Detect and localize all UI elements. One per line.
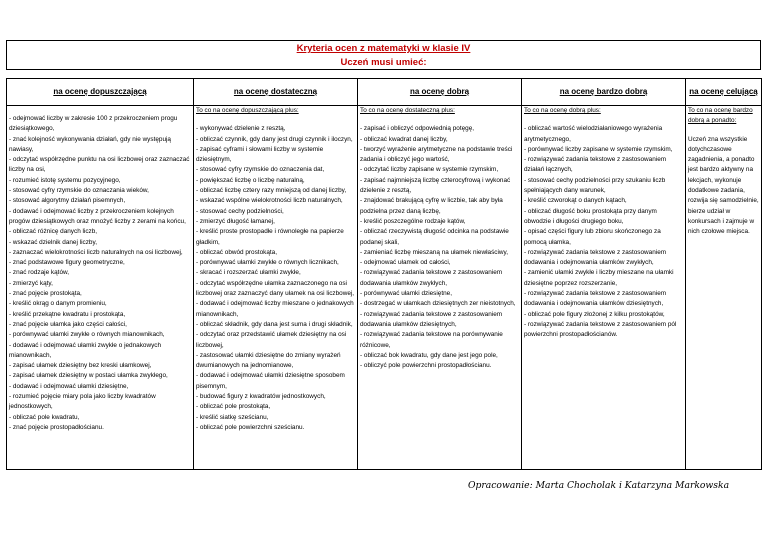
criteria-item: - dostrzegać w ułamkach dziesiętnych zer nieistotnych, [360, 300, 516, 308]
criteria-item: - porównywać ułamki zwykłe o równych mianownikach, [9, 331, 165, 339]
criteria-item: - obliczać pole kwadratu, [9, 413, 80, 421]
col-lead: To co na ocenę dobrą plus: [524, 107, 601, 114]
criteria-item: - zamieniać liczbę mieszaną na ułamek niewłaściwy, [360, 248, 508, 256]
col-body-bardzo-dobra [522, 106, 686, 470]
criteria-item: - rozwiązywać zadania tekstowe z zastosowaniem dodawania ułamków dziesiętnych, [360, 310, 503, 328]
criteria-item: - obliczać liczbę cztery razy mniejszą od danej liczby, [196, 187, 347, 195]
col-body-dostateczna [194, 106, 358, 470]
criteria-item: - odczytać współrzędne punktu na osi liczbowej oraz zaznaczać liczby na osi, [9, 156, 190, 174]
criteria-item: - odejmować liczby w zakresie 100 z przekroczeniem progu dziesiątkowego, [9, 115, 178, 133]
col-heading-celujaca: na ocenę celującą [686, 79, 762, 106]
criteria-item: - opisać części figury lub zbioru skończonego za pomocą ułamka, [524, 228, 661, 246]
criteria-body-row [7, 106, 762, 470]
criteria-item: - stosować cechy podzielności, [196, 207, 284, 215]
criteria-item: - zapisać najmniejszą liczbę czterocyfrową i wykonać dzielenie z resztą, [360, 176, 511, 195]
criteria-item: - porównywać liczby zapisane w systemie rzymskim, [524, 145, 673, 153]
criteria-item: - obliczać wartość wielodziałaniowego wyrażenia arytmetycznego, [524, 125, 663, 143]
col-lead: To co na ocenę dopuszczającą plus: [196, 107, 299, 114]
criteria-item: - stosować cyfry rzymskie do oznaczania wieków, [9, 187, 149, 195]
col-heading-bardzo-dobra: na ocenę bardzo dobrą [522, 79, 686, 106]
criteria-item: - rozwiązywać zadania tekstowe z zastosowaniem pól powierzchni prostopadłościanów. [524, 320, 677, 339]
criteria-item: - rozwiązywać zadania tekstowe z zastosowaniem działań łącznych, [524, 156, 667, 174]
col-heading-dopuszczajaca: na ocenę dopuszczającą [7, 79, 194, 106]
criteria-item: - rozwiązywać zadania tekstowe z zastosowaniem dodawania ułamków zwykłych, [360, 269, 503, 287]
criteria-item: - obliczać różnicę danych liczb, [9, 228, 98, 236]
criteria-item: - rozumieć istotę systemu pozycyjnego, [9, 176, 121, 184]
footer-credit: Opracowanie: Marta Chocholak i Katarzyna Markowska [468, 480, 730, 491]
criteria-item: - wskazać wspólne wielokrotności liczb naturalnych, [196, 197, 343, 205]
criteria-item: - zmierzyć kąty, [9, 279, 53, 287]
criteria-item: - stosować cechy podzielności przy szukaniu liczb spełniających dany warunek, [524, 176, 666, 195]
col-heading-dobra: na ocenę dobrą [358, 79, 522, 106]
criteria-item: - obliczać pole powierzchni sześcianu. [196, 423, 305, 431]
col-heading-dostateczna: na ocenę dostateczną [194, 79, 358, 106]
criteria-item: - obliczać czynnik, gdy dany jest drugi czynnik i iloczyn, [196, 135, 353, 143]
criteria-item: - wskazać dzielnik danej liczby, [9, 238, 97, 246]
criteria-item: - dodawać i odejmować liczby mieszane o jednakowych mianownikach, [196, 300, 354, 318]
criteria-item: - odczytać współrzędne ułamka zaznaczonego na osi liczbowej oraz zaznaczyć dany ułamek na osi liczbowej, [196, 279, 355, 298]
criteria-item: - stosować cyfry rzymskie do oznaczenia dat, [196, 166, 325, 174]
col-gap [360, 116, 519, 124]
criteria-item: - znać pojęcie ułamka jako części całości, [9, 320, 127, 328]
col-body-celujaca [686, 106, 762, 470]
criteria-item: - zamienić ułamki zwykłe i liczby mieszane na ułamki dziesiętne poprzez rozszerzanie, [524, 269, 674, 287]
col-body-dopuszczajaca [7, 106, 194, 470]
col-gap [9, 106, 191, 114]
criteria-item: - rozwiązywać zadania tekstowe z zastosowaniem dodawania i odejmowania ułamków dziesiętnych, [524, 290, 667, 308]
criteria-item: - obliczać pole figury złożonej z kilku prostokątów, [524, 310, 665, 318]
criteria-item: - zapisać ułamek dziesiętny w postaci ułamka zwykłego, [9, 372, 168, 380]
criteria-item: - kreślić okrąg o danym promieniu, [9, 300, 107, 308]
criteria-item: Uczeń zna wszystkie dotychczasowe zagadnienia, a ponadto jest bardzo aktywny na lekcjach, wykonuje dodatkowe zadania, rozwija się samodzielnie, bierze udział w konkursach i zajmuje w nich czołowe miejsca. [688, 135, 759, 236]
criteria-item: - zapisać cyframi i słowami liczby w systemie dziesiętnym, [196, 145, 324, 164]
criteria-item: - zastosować ułamki dziesiętne do zmiany wyrażeń dwumianowych na jednomianowe, [196, 351, 341, 370]
col-lead: To co na ocenę dostateczną plus: [360, 107, 455, 114]
criteria-item: - kreślić czworokąt o danych kątach, [524, 197, 627, 205]
criteria-item: - porównywać ułamki zwykłe o równych licznikach, [196, 259, 339, 267]
criteria-item: - tworzyć wyrażenie arytmetyczne na podstawie treści zadania i obliczyć jego wartość, [360, 145, 513, 164]
criteria-item: - odczytać oraz przedstawić ułamek dziesiętny na osi liczbowej, [196, 331, 347, 349]
criteria-item: - kreślić poszczególne rodzaje kątów, [360, 217, 466, 225]
criteria-item: - rozumieć pojęcie miary pola jako liczby kwadratów jednostkowych, [9, 393, 156, 411]
title-box [6, 40, 761, 70]
criteria-item: - dodawać i odejmować ułamki dziesiętne sposobem pisemnym, [196, 372, 345, 390]
criteria-item: - powiększać liczbę o liczbę naturalną, [196, 176, 305, 184]
criteria-item: - znajdować brakującą cyfrę w liczbie, tak aby była podzielna przez daną liczbę, [360, 197, 503, 215]
criteria-item: - odczytać liczby zapisane w systemie rzymskim, [360, 166, 499, 174]
criteria-item: - dodawać i odejmować ułamki zwykłe o jednakowych mianownikach, [9, 341, 162, 359]
criteria-item: - obliczać pole prostokąta, [196, 403, 271, 411]
criteria-item: - odejmować ułamek od całości, [360, 259, 451, 267]
criteria-item: - rozwiązywać zadania tekstowe z zastosowaniem dodawania i odejmowania ułamków zwykłych, [524, 248, 667, 267]
document-title: Kryteria ocen z matematyki w klasie IV [296, 43, 471, 54]
criteria-item: - znać pojęcie prostopadłościanu. [9, 423, 104, 431]
criteria-item: - zmierzyć długość łamanej, [196, 217, 275, 225]
col-gap [524, 116, 683, 124]
criteria-item: - kreślić siatkę sześcianu, [196, 413, 269, 421]
col-gap [688, 127, 759, 135]
criteria-item: - obliczać długość boku prostokąta przy danym obwodzie i długości drugiego boku, [524, 207, 657, 225]
criteria-item: - rozwiązywać zadania tekstowe na porównywanie różnicowe, [360, 331, 503, 349]
criteria-item: - kreślić przekątne kwadratu i prostokąta, [9, 310, 126, 318]
criteria-item: - obliczać kwadrat danej liczby, [360, 135, 448, 143]
criteria-item: - obliczać rzeczywistą długość odcinka na podstawie podanej skali, [360, 228, 509, 246]
document-subtitle: Uczeń musi umieć: [340, 57, 427, 68]
criteria-item: - wykonywać dzielenie z resztą, [196, 125, 286, 133]
criteria-item: - dodawać i odejmować liczby z przekroczeniem kolejnych progów dziesiątkowych oraz mnożyć liczby z zerami na końcu, [9, 207, 186, 225]
criteria-item: - dodawać i odejmować ułamki dziesiętne, [9, 382, 129, 390]
criteria-table [6, 78, 762, 470]
criteria-item: - kreślić proste prostopadłe i równoległe na papierze gładkim, [196, 228, 344, 246]
criteria-item: - obliczyć pole powierzchni prostopadłościanu. [360, 362, 492, 370]
criteria-item: - porównywać ułamki dziesiętne, [360, 290, 452, 298]
criteria-header-row [7, 79, 762, 106]
criteria-item: - zapisać ułamek dziesiętny bez kreski ułamkowej, [9, 362, 152, 370]
criteria-item: - skracać i rozszerzać ułamki zwykłe, [196, 269, 301, 277]
col-body-dobra [358, 106, 522, 470]
criteria-item: - znać kolejność wykonywania działań, gdy nie występują nawiasy, [9, 135, 171, 153]
criteria-item: - znać pojęcie prostokąta, [9, 290, 82, 298]
criteria-item: - stosować algorytmy działań pisemnych, [9, 197, 126, 205]
criteria-item: - obliczać bok kwadratu, gdy dane jest jego pole, [360, 351, 498, 359]
criteria-item: - budować figury z kwadratów jednostkowych, [196, 393, 326, 401]
col-lead: To co na ocenę bardzo dobrą a ponadto: [688, 107, 753, 125]
criteria-item: - znać rodzaje kątów, [9, 269, 70, 277]
criteria-item: - obliczać obwód prostokąta, [196, 248, 277, 256]
criteria-item: - zaznaczać wielokrotności liczb naturalnych na osi liczbowej, [9, 248, 183, 256]
col-gap [196, 116, 355, 124]
criteria-item: - znać podstawowe figury geometryczne, [9, 259, 125, 267]
criteria-item: - obliczać składnik, gdy dana jest suma i drugi składnik, [196, 320, 353, 328]
criteria-item: - zapisać i obliczyć odpowiednią potęgę, [360, 125, 475, 133]
